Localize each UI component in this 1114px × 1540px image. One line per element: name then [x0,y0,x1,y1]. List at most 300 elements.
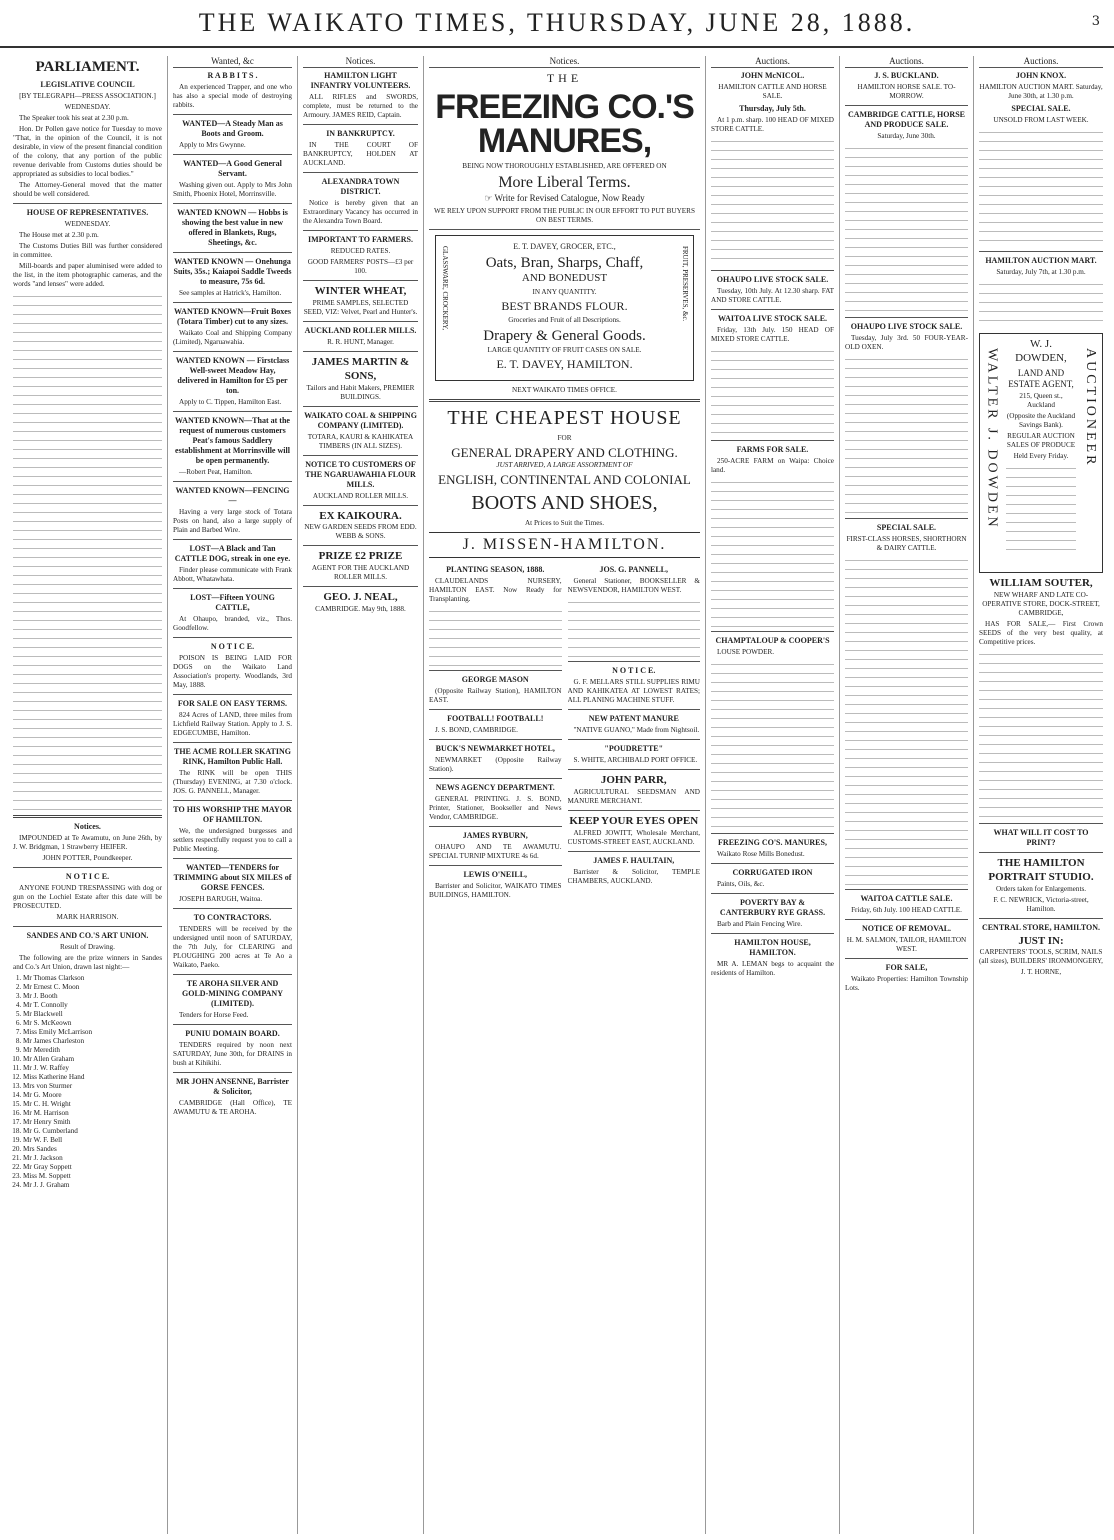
divider [173,539,292,540]
ad-title: JOHN McNICOL. [740,71,805,81]
article-body-filler [13,291,162,811]
auction-ad [979,71,1103,101]
ad-title: THE ACME ROLLER SKATING RINK, Hamilton Public Hall. [174,747,291,767]
ad-text: AUCKLAND ROLLER MILLS. [312,491,409,500]
davey-ad [435,235,694,381]
divider [845,105,968,106]
central-store: CENTRAL STORE, HAMILTON. [981,922,1101,932]
ad-text: Notice is hereby given that an Extraordinary Vacancy has occurred in the Alexandra Town Board. [303,199,418,226]
ad-title: FOR SALE, [885,963,928,973]
page-number: 3 [1091,14,1100,29]
cheapest-for: FOR [557,433,572,442]
divider [173,637,292,638]
small-ads-left [429,562,562,902]
notice-ad [303,411,418,451]
auction-ad [845,71,968,101]
auction-ad [711,868,834,889]
article-paragraph: The Customs Duties Bill was further considered in committee. [13,241,162,259]
freezing-rely: WE RELY UPON SUPPORT FROM THE PUBLIC IN OUR EFFORT TO PUT BUYERS ON BEST TERMS. [434,206,695,224]
classified-ad [173,593,292,633]
divider [173,694,292,695]
winners-list [23,974,162,1190]
classified-ad [173,257,292,298]
divider [568,661,701,662]
ad-text: HAMILTON AUCTION MART. Saturday, June 30th, at 1.30 p.m. [979,83,1103,101]
newrick: F. C. NEWRICK, Victoria-street, Hamilton. [993,895,1089,913]
art-union-result: Result of Drawing. [60,942,115,951]
notice-ad [303,591,418,614]
winner-item: 19. Mr W. F. Bell [23,1136,162,1145]
ad-title: WAITOA CATTLE SALE. [860,894,953,904]
ad-text: 250-ACRE FARM on Waipa: Choice land. [711,457,834,475]
notice-ad [303,510,418,542]
small-ad [429,565,562,604]
classified-ad [173,642,292,690]
ad-text: "NATIVE GUANO," Made from Nightsoil. [573,726,700,735]
telegraph-source: [BY TELEGRAPH—PRESS ASSOCIATION.] [19,91,156,100]
ad-title: KEEP YOUR EYES OPEN [569,815,699,827]
ad-body-filler [845,354,968,514]
notice-ad [303,550,418,582]
divider [13,815,162,818]
ad-text: TENDERS will be received by the undersigned until noon of SATURDAY, the 7th July, for CLEARING and PLOUGHING 200 acres at Te Ao a Waikato, Paeko. [173,925,292,970]
dowden-address: 215, Queen st., Auckland [1019,392,1063,410]
ad-text: ALL RIFLES and SWORDS, complete, must be returned to the Armoury. JAMES REID, Captain. [303,93,418,120]
ad-title: SPECIAL SALE. [876,523,937,533]
dowden-agent: LAND AND ESTATE AGENT, [1008,367,1074,389]
small-ad [568,666,701,705]
print-cost-heading: WHAT WILL IT COST TO PRINT? [993,828,1089,847]
ad-title: NEWS AGENCY DEPARTMENT. [435,783,555,793]
divider [13,203,162,204]
ad-title: GEORGE MASON [461,675,529,685]
notice-ad [303,285,418,317]
classified-ad [173,1029,292,1068]
small-ad [429,744,562,774]
classified-ad [173,805,292,854]
masthead [0,0,1114,48]
ad-title: FREEZING CO'S. MANURES, [718,838,827,848]
ad-text: UNSOLD FROM LAST WEEK. [993,116,1089,125]
column-heading: Wanted, &c [173,56,292,68]
auction-ad [711,445,834,475]
art-union-heading: SANDES AND CO.'S ART UNION. [26,930,149,940]
ad-text: Friday, 13th July. 150 HEAD OF MIXED STORE CATTLE. [711,326,834,344]
ad-text: Barrister & Solicitor, TEMPLE CHAMBERS, AUCKLAND. [567,867,700,885]
divider [429,399,700,402]
divider [173,858,292,859]
ad-title: TO CONTRACTORS. [193,913,272,923]
ad-title: "POUDRETTE" [604,744,664,754]
ad-text: AGENT FOR THE AUCKLAND ROLLER MILLS. [311,564,410,581]
divider [568,739,701,740]
column-auctions-mcnicol [706,56,840,1534]
classified-ad [173,208,292,248]
davey-groceries: Groceries and Fruit of all Descriptions. [508,316,621,324]
auction-ad [711,938,834,978]
auction-ad [711,898,834,929]
ad-body-filler [711,136,834,266]
winner-item: 8. Mr James Charleston [23,1037,162,1046]
ad-title: WAIKATO COAL & SHIPPING COMPANY (LIMITED). [304,410,417,430]
ad-text: J. S. BOND, CAMBRIDGE. [435,726,518,735]
ad-title: WANTED KNOWN — Onehunga Suits, 35s.; Kaiapoi Saddle Tweeds to measure, 75s 6d. [173,257,292,287]
small-ads-grid [429,562,700,902]
missen-banner: J. MISSEN-HAMILTON. [429,532,700,558]
divider [173,800,292,801]
ad-title: OHAUPO LIVE STOCK SALE. [850,322,963,332]
ad-title: CHAMPTALOUP & COOPER'S [715,636,830,646]
divider [303,124,418,125]
notice-ad [303,235,418,256]
divider [429,865,562,866]
divider [711,833,834,834]
catalogue-line [429,193,700,204]
divider [845,889,968,890]
ad-body-filler [711,659,834,829]
ad-title: LOST—Fifteen YOUNG CATTLE, [190,593,275,613]
ad-title: WINTER WHEAT, [314,285,407,298]
ad-text: NEW GARDEN SEEDS FROM EDD. WEBB & SONS. [304,523,417,541]
ad-title: JOHN KNOX. [1015,71,1067,81]
ad-title: JAMES F. HAULTAIN, [593,855,675,865]
ad-title: FARMS FOR SALE. [736,445,809,455]
classified-ad [173,486,292,535]
small-ad [429,675,562,705]
divider [845,919,968,920]
winner-item: 10. Mr Allen Graham [23,1055,162,1064]
article-paragraph: The Attorney-General moved that the matter should be well considered. [13,180,162,198]
ad-title: WANTED KNOWN — Firstclass Well-sweet Meadow Hay, delivered in Hamilton for £5 per ton. [175,356,290,396]
classified-ad [173,159,292,199]
ad-text: CAMBRIDGE (Hall Office), TE AWAMUTU & TE AROHA. [173,1099,292,1117]
ad-title: WANTED KNOWN—FENCING— [175,486,290,506]
ad-text: Apply to Mrs Gwynne. [179,141,246,150]
notices-heading: Notices. [74,821,101,831]
ad-title: TO HIS WORSHIP THE MAYOR OF HAMILTON. [173,805,292,825]
column-display-ads [424,56,706,1534]
winner-item: 16. Mr M. Harrison [23,1109,162,1118]
dowden-ad [979,333,1103,573]
divider [173,588,292,589]
ad-body-filler [845,555,968,885]
davey-quantity: IN ANY QUANTITY. [532,288,597,296]
divider [568,851,701,852]
ad-text: The RINK will be open THIS (Thursday) EVENING, at 7.30 o'clock. JOS. G. PANNELL, Manager. [173,769,292,796]
dowden-opposite: (Opposite the Auckland Savings Bank). [1006,412,1076,430]
small-ad [568,815,701,847]
article-paragraph: The House met at 2.30 p.m. [19,230,99,239]
divider [13,867,162,868]
ad-text: JOSEPH BARUGH, Waitoa. [179,895,263,904]
divider [173,742,292,743]
ad-text: Tenders for Horse Feed. [179,1011,249,1020]
liberal-terms: More Liberal Terms. [498,174,631,192]
auction-ad [711,636,834,657]
ad-text: Tuesday, July 3rd. 50 FOUR-YEAR-OLD OXEN. [845,334,968,352]
ad-text: S. WHITE, ARCHIBALD PORT OFFICE. [573,756,698,765]
divider [979,852,1103,853]
ad-text: IN THE COURT OF BANKRUPTCY, HOLDEN AT AUCKLAND. [303,141,418,168]
winner-item: 4. Mr T. Connolly [23,1001,162,1010]
davey-oats: Oats, Bran, Sharps, Chaff, [485,254,644,271]
ad-body-filler [711,346,834,436]
column-wanted [168,56,298,1534]
small-ads-right [568,562,701,902]
ad-title: HAMILTON LIGHT INFANTRY VOLUNTEERS. [310,71,411,91]
divider [173,114,292,115]
ad-text: Finder please communicate with Frank Abbott, Whatawhata. [173,566,292,584]
ad-title: PUNIU DOMAIN BOARD. [185,1029,280,1039]
ad-text: GOOD FARMERS' POSTS—£3 per 100. [307,258,414,276]
divider [173,974,292,975]
ad-title: WAITOA LIVE STOCK SALE. [717,314,828,324]
souter-subtitle: NEW WHARF AND LATE CO-OPERATIVE STORE, DOCK-STREET, CAMBRIDGE, [982,591,1100,617]
divider [173,1072,292,1073]
winner-item: 9. Mr Meredith [23,1046,162,1055]
ad-title: BUCK'S NEWMARKET HOTEL, [435,744,555,754]
ad-title: LOST—A Black and Tan CATTLE DOG, streak in one eye. [174,544,291,564]
ad-text: Friday, 6th July. 100 HEAD CATTLE. [851,906,962,915]
souter-name: WILLIAM SOUTER, [989,577,1093,590]
parliament-heading: PARLIAMENT. [35,59,140,75]
ad-title: Thursday, July 5th. [739,104,806,114]
day-label: WEDNESDAY. [64,219,111,228]
dowden-content [1006,338,1076,553]
trespass-notice: ANYONE FOUND TRESPASSING with dog or gun on the Lochiel Estate after this date will be PROSECUTED. [13,883,162,910]
davey-drapery: Drapery & General Goods. [483,328,646,344]
divider [303,321,418,322]
small-ad [429,714,562,735]
column-heading: Notices. [303,56,418,68]
ad-text: PRIME SAMPLES, SELECTED SEED, VIZ: Velvet, Pearl and Hunter's. [303,299,418,316]
auction-ad [711,275,834,305]
ad-text: Waikato Rose Mills Bonedust. [717,850,805,859]
divider [711,893,834,894]
ad-text: Waikato Coal and Shipping Company (Limited), Ngaruawahia. [173,329,292,347]
impound-signature: JOHN POTTER, Poundkeeper. [42,853,133,862]
ad-title: WANTED—TENDERS for TRIMMING about SIX MILES of GORSE FENCES. [173,863,292,893]
divider [173,481,292,482]
auction-ad [845,523,968,553]
ad-body-filler [979,279,1103,329]
winner-item: 22. Mr Gray Soppett [23,1163,162,1172]
pointing-hand-icon: ☞ [484,193,495,204]
divider [173,203,292,204]
ad-title: JOHN PARR, [600,774,667,787]
davey-flour: BEST BRANDS FLOUR. [501,299,628,313]
winner-item: 6. Mr S. McKeown [23,1019,162,1028]
auction-ad [845,322,968,352]
article-paragraph: Mill-boards and paper aluminised were added to the list, in the item photographic cameras, and the words "and lenses" were added. [13,261,162,288]
divider [303,545,418,546]
notice-ad [303,71,418,120]
winner-item: 13. Mrs von Sturmer [23,1082,162,1091]
divider [568,709,701,710]
auction-ad [979,104,1103,125]
ad-title: CORRUGATED IRON [732,868,813,878]
divider [173,1024,292,1025]
cheapest-house: THE CHEAPEST HOUSE [447,406,682,429]
divider [429,229,700,230]
ad-text: CAMBRIDGE. May 9th, 1888. [315,604,406,613]
ad-body-filler [429,606,562,666]
ad-body-filler [979,127,1103,247]
davey-side-left: GLASSWARE, CROCKERY, [440,245,449,330]
ad-text: Barb and Plain Fencing Wire. [717,920,803,929]
divider [979,251,1103,252]
divider [568,769,701,770]
ad-title: TE AROHA SILVER AND GOLD-MINING COMPANY (LIMITED). [182,979,283,1009]
impound-notice: IMPOUNDED at Te Awamutu, on June 26th, by J. W. Bridgman, 1 Strawberry HEIFER. [13,833,162,851]
column-heading: Auctions. [711,56,834,68]
dowden-regular: REGULAR AUCTION SALES OF PRODUCE [1006,432,1076,450]
divider [711,631,834,632]
small-ad [568,744,701,765]
classified-ad [173,416,292,477]
divider [568,810,701,811]
ad-title: J. S. BUCKLAND. [874,71,939,81]
dowden-held: Held Every Friday. [1013,452,1069,461]
classified-ad [173,544,292,584]
drapery-clothing: GENERAL DRAPERY AND CLOTHING. [451,444,678,460]
ad-text: G. F. MELLARS STILL SUPPLIES RIMU AND KAHIKATEA AT LOWEST RATES; ALL PLANING MACHINE STUFF. [567,678,700,705]
newspaper-title: THE WAIKATO TIMES, THURSDAY, JUNE 28, 1888. [198,8,916,37]
notice-ad [303,356,418,402]
article-paragraph: Hon. Dr Pollen gave notice for Tuesday to move "That, in the opinion of the Council, it is not desirable, in view of the present financial condition of the colony, that any portion of the public revenue derivable from Customs duties should be appropriated as subsidies to local bodies." [13,124,162,178]
freezing-manures-title: FREEZING CO.'S MANURES, [435,88,694,161]
column-notices [298,56,424,1534]
auction-ad [979,256,1103,277]
ad-text: TENDERS required by noon next SATURDAY, June 30th, for DRAINS in bush at Kihikihi. [173,1041,292,1068]
column-heading: Auctions. [979,56,1103,68]
english-continental: ENGLISH, CONTINENTAL AND COLONIAL [438,472,691,487]
davey-next: NEXT WAIKATO TIMES OFFICE. [512,385,617,394]
divider [711,863,834,864]
divider [711,933,834,934]
auction-ad [845,924,968,954]
davey-bonedust: AND BONEDUST [521,272,608,285]
notice-ad [303,129,418,168]
divider [429,670,562,671]
ad-title: JAMES RYBURN, [462,831,528,841]
dowden-name: W. J. DOWDEN, [1015,338,1067,364]
small-ad [429,783,562,822]
ad-title: MR JOHN ANSENNE, Barrister & Solicitor, [176,1077,289,1097]
ad-title: PRIZE £2 PRIZE [318,550,403,563]
winner-item: 17. Mr Henry Smith [23,1118,162,1127]
ad-body-filler [845,143,968,313]
small-ad [568,774,701,806]
divider [429,739,562,740]
ad-title: N O T I C E. [612,666,656,676]
divider [303,505,418,506]
divider [303,406,418,407]
ad-title: HAMILTON HOUSE, HAMILTON. [734,938,811,958]
ad-text: OHAUPO AND TE AWAMUTU. SPECIAL TURNIP MIXTURE 4s 6d. [429,843,562,861]
notice-ad [303,258,418,276]
small-ad [568,856,701,886]
divider [429,826,562,827]
classified-ad [173,699,292,738]
ad-text: R. R. HUNT, Manager. [327,338,394,346]
ad-title: N O T I C E. [210,642,255,652]
winner-item: 1. Mr Thomas Clarkson [23,974,162,983]
ad-body-filler [568,597,701,657]
column-auctions-buckland [840,56,974,1534]
auction-ad [711,314,834,344]
ad-title: NOTICE TO CUSTOMERS OF THE NGARUAWAHIA FLOUR MILLS. [305,459,416,489]
auction-ad [845,110,968,141]
ad-body-filler [979,649,1103,819]
ad-text: FIRST-CLASS HORSES, SHORTHORN & DAIRY CATTLE. [846,535,967,553]
ad-text: Tailors and Habit Makers, PREMIER BUILDINGS. [306,383,415,401]
winner-item: 23. Miss M. Soppett [23,1172,162,1181]
ad-title: LEWIS O'NEILL, [463,870,528,880]
ad-text: (Opposite Railway Station), HAMILTON EAST. [429,687,562,705]
divider [303,280,418,281]
dowden-vertical-name: WALTER J. DOWDEN [984,348,1000,530]
davey-name: E. T. DAVEY, GROCER, ETC., [513,241,616,251]
auction-ad [711,71,834,101]
classified-ad [173,71,292,110]
winner-item: 12. Miss Katherine Hand [23,1073,162,1082]
ad-title: EX KAIKOURA. [319,509,402,522]
winner-item: 7. Miss Emily McLarrison [23,1028,162,1037]
ad-title: OHAUPO LIVE STOCK SALE. [716,275,829,285]
winner-item: 20. Mrs Sandes [23,1145,162,1154]
davey-side-right: FRUIT, PRESERVES, &c. [681,245,689,321]
ad-title: ALEXANDRA TOWN DISTRICT. [321,177,400,197]
small-ad [429,831,562,861]
ad-text: HAMILTON CATTLE AND HORSE SALE. [718,83,827,101]
ad-text: CLAUDELANDS NURSERY, HAMILTON EAST. Now Ready for Transplanting. [429,577,562,604]
ad-text: We, the undersigned burgesses and settlers respectfully request you to call a Public Meeting. [173,827,292,854]
divider [173,411,292,412]
freezing-the: THE [546,71,583,86]
ad-title: R A B B I T S . [207,71,258,81]
ad-title: FOOTBALL! FOOTBALL! [447,714,544,724]
ad-text: NEWMARKET (Opposite Railway Station). [429,756,562,774]
ad-text: TOTARA, KAURI & KAHIKATEA TIMBERS (IN ALL SIZES). [307,432,414,450]
ad-title: IMPORTANT TO FARMERS. [308,235,413,245]
ad-text: 824 Acres of LAND, three miles from Lichfield Railway Station. Apply to J. S. EDGECUMBE, Hamilton. [173,711,292,738]
page-columns [8,56,1108,1534]
trespass-signature: MARK HARRISON. [56,912,119,921]
enlargements: Orders taken for Enlargements. [995,884,1087,893]
small-ad [568,565,701,595]
ad-title: FOR SALE ON EASY TERMS. [177,699,288,709]
classified-ad [173,863,292,904]
ad-title: CAMBRIDGE CATTLE, HORSE AND PRODUCE SALE. [848,110,965,130]
ad-text: Apply to C. Tippen, Hamilton East. [179,398,282,407]
classified-ad [173,119,292,150]
notice-ad [303,326,418,347]
ad-title: JOS. G. PANNELL, [599,565,669,575]
divider [845,518,968,519]
small-ad [429,870,562,900]
winner-item: 3. Mr J. Booth [23,992,162,1001]
divider [173,252,292,253]
ad-text: H. M. SALMON, TAILOR, HAMILTON WEST. [846,936,967,954]
divider [303,230,418,231]
divider [979,918,1103,919]
ad-title: WANTED—A Steady Man as Boots and Groom. [182,119,283,139]
divider [173,302,292,303]
divider [173,351,292,352]
auction-ad [845,963,968,993]
ad-title: NEW PATENT MANURE [588,714,679,724]
